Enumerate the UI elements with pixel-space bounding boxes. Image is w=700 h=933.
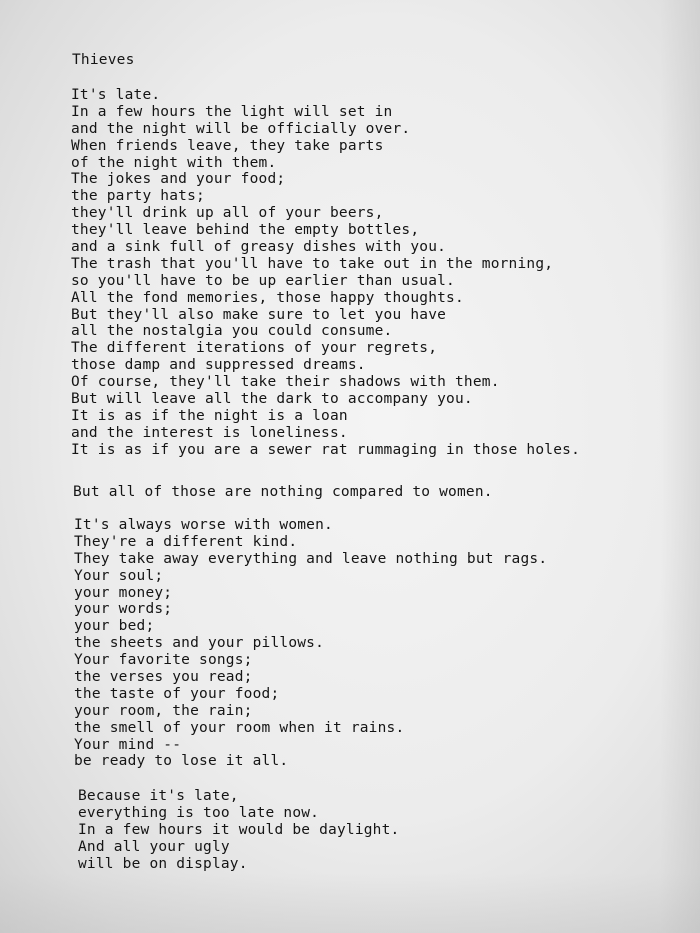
poem-line: They take away everything and leave nothing but rags. [74,550,548,567]
poem-line: and the interest is loneliness. [71,424,348,441]
poem-line: In a few hours it would be daylight. [78,821,400,838]
poem-line: they'll drink up all of your beers, [71,205,384,222]
stanza-4 [78,788,399,872]
poem-line: Your soul; [74,567,164,584]
poem-line: will be on display. [78,855,248,872]
poem-line: the verses you read; [74,669,253,686]
poem-line: those damp and suppressed dreams. [71,357,366,374]
poem-line: Of course, they'll take their shadows with them. [71,374,500,391]
page-bottom-shadow [0,873,700,933]
poem-line: They're a different kind. [74,533,298,550]
poem-line: When friends leave, they take parts [71,137,384,154]
poem-line: Your favorite songs; [74,652,253,669]
page-edge-shadow [660,0,700,933]
poem-line: your bed; [74,618,155,635]
poem-line: It's late. [71,87,161,103]
poem-line: everything is too late now. [78,804,320,821]
poem-line: But will leave all the dark to accompany you. [71,391,473,408]
poem-line: The different iterations of your regrets, [71,340,438,357]
poem-line: Your mind -- [74,736,182,753]
poem-title: Thieves [72,52,135,68]
poem-line: But all of those are nothing compared to women. [73,484,493,500]
poem-line: the smell of your room when it rains. [74,719,405,736]
stanza-1 [71,87,580,459]
poem-line: The jokes and your food; [71,171,286,188]
stanza-3 [74,517,547,770]
poem-line: and a sink full of greasy dishes with you. [71,239,447,256]
poem-line: All the fond memories, those happy thoughts. [71,289,464,306]
poem-line: your room, the rain; [74,702,253,719]
poem-line: The trash that you'll have to take out in the morning, [71,255,554,272]
poem-line: It's always worse with women. [74,517,333,533]
poem-line: your words; [74,601,173,618]
poem-line: be ready to lose it all. [74,753,289,770]
stanza-2 [73,484,493,501]
poem-line: all the nostalgia you could consume. [71,323,393,340]
poem-line: In a few hours the light will set in [71,103,393,120]
poem-line: the party hats; [71,188,205,205]
poem-line: so you'll have to be up earlier than usual. [71,272,455,289]
poem-line: your money; [74,584,173,601]
poem-line: And all your ugly [78,838,230,855]
poem-line: It is as if the night is a loan [71,407,348,424]
poem-line: they'll leave behind the empty bottles, [71,222,420,239]
poem-line: the taste of your food; [74,685,280,702]
poem-line: But they'll also make sure to let you have [71,306,447,323]
poem-line: It is as if you are a sewer rat rummaging in those holes. [71,441,580,458]
poem-line: Because it's late, [78,788,239,804]
poem-line: the sheets and your pillows. [74,635,325,652]
poem-line: and the night will be officially over. [71,120,411,137]
poem-line: of the night with them. [71,154,277,171]
